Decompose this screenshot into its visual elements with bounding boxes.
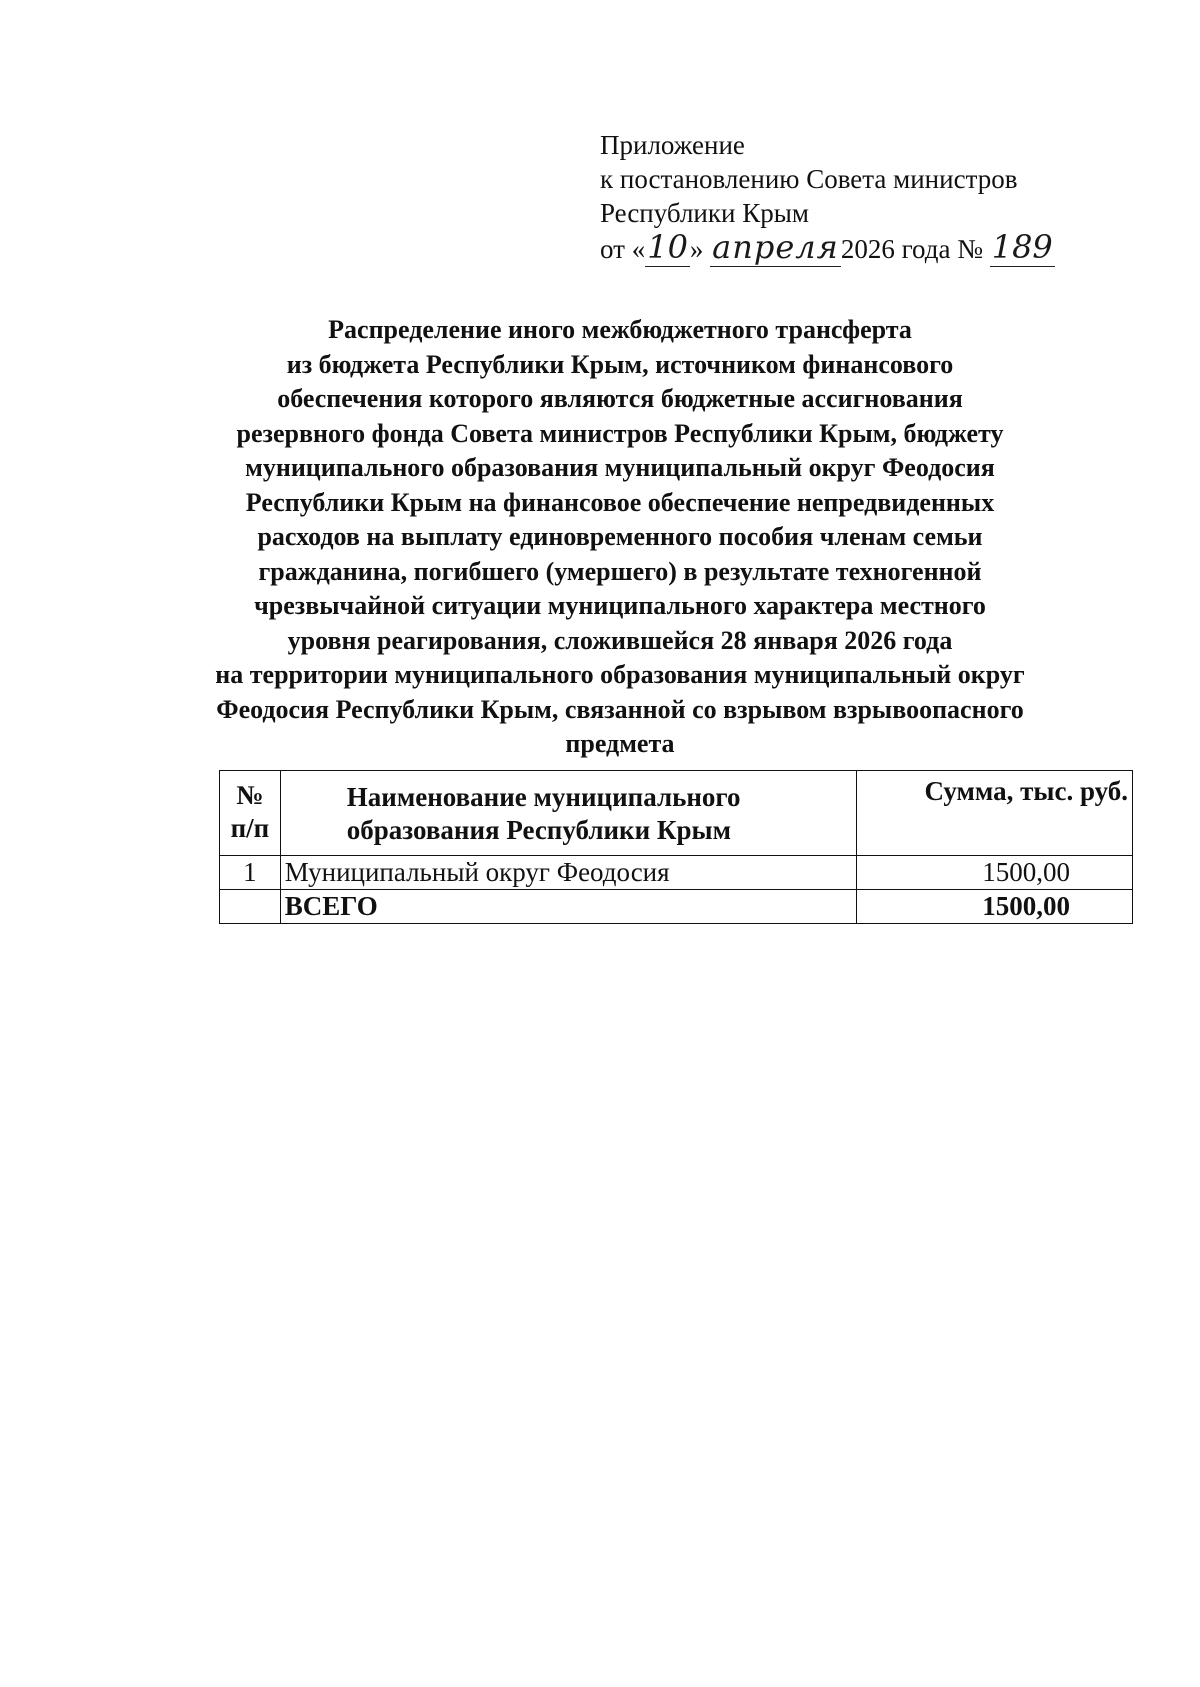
date-mid: »	[689, 234, 704, 264]
cell-num: 1	[220, 856, 281, 890]
total-sum: 1500,00	[856, 890, 1132, 924]
title-line: на территории муниципального образования муниципальный округ	[215, 660, 1025, 689]
header-sum: Сумма, тыс. руб.	[856, 771, 1132, 856]
title-line: Распределение иного межбюджетного трансферта	[328, 315, 912, 344]
header-name	[280, 771, 856, 856]
title-line: муниципального образования муниципальный округ Феодосия	[245, 453, 995, 482]
total-num	[220, 890, 281, 924]
appendix-decree-ref: к постановлению Совета министров	[600, 164, 1018, 194]
title-line: уровня реагирования, сложившейся 28 января 2026 года	[287, 625, 953, 655]
handwritten-doc-number: 189	[991, 228, 1053, 266]
table-total-row	[220, 890, 1133, 924]
date-prefix: от «	[600, 234, 646, 264]
appendix-date-line	[600, 230, 1160, 266]
table-header-row	[220, 771, 1133, 856]
title-line: Республики Крым на финансовое обеспечение непредвиденных	[245, 487, 995, 517]
title-line: резервного фонда Совета министров Республики Крым, бюджету	[236, 418, 1004, 448]
title-line: обеспечения которого являются бюджетные ассигнования	[277, 384, 963, 413]
header-name-line2: образования Республики Крым	[346, 815, 731, 845]
distribution-table	[219, 770, 1133, 924]
header-num-symbol: №	[236, 780, 264, 810]
total-label: ВСЕГО	[280, 890, 856, 924]
title-line: чрезвычайной ситуации муниципального характера местного	[254, 591, 986, 620]
appendix-republic: Республики Крым	[600, 198, 809, 228]
title-line: предмета	[565, 729, 675, 758]
table-row	[220, 856, 1133, 890]
cell-name: Муниципальный округ Феодосия	[280, 856, 856, 890]
appendix-title: Приложение	[600, 130, 745, 160]
date-year: 2026 года №	[840, 234, 983, 264]
document-title	[180, 313, 1060, 762]
title-line: Феодосия Республики Крым, связанной со взрывом взрывоопасного	[216, 694, 1024, 724]
header-num	[220, 771, 281, 856]
cell-sum: 1500,00	[856, 856, 1132, 890]
title-line: из бюджета Республики Крым, источником финансового	[286, 349, 954, 379]
title-line: гражданина, погибшего (умершего) в результате техногенной	[258, 556, 982, 586]
header-num-abbr: п/п	[230, 813, 270, 843]
handwritten-day: 10	[647, 228, 688, 266]
appendix-header	[600, 128, 1160, 266]
handwritten-month: апреля	[712, 228, 839, 266]
title-line: расходов на выплату единовременного пособия членам семьи	[257, 522, 983, 551]
header-name-line1: Наименование муниципального	[346, 782, 741, 812]
